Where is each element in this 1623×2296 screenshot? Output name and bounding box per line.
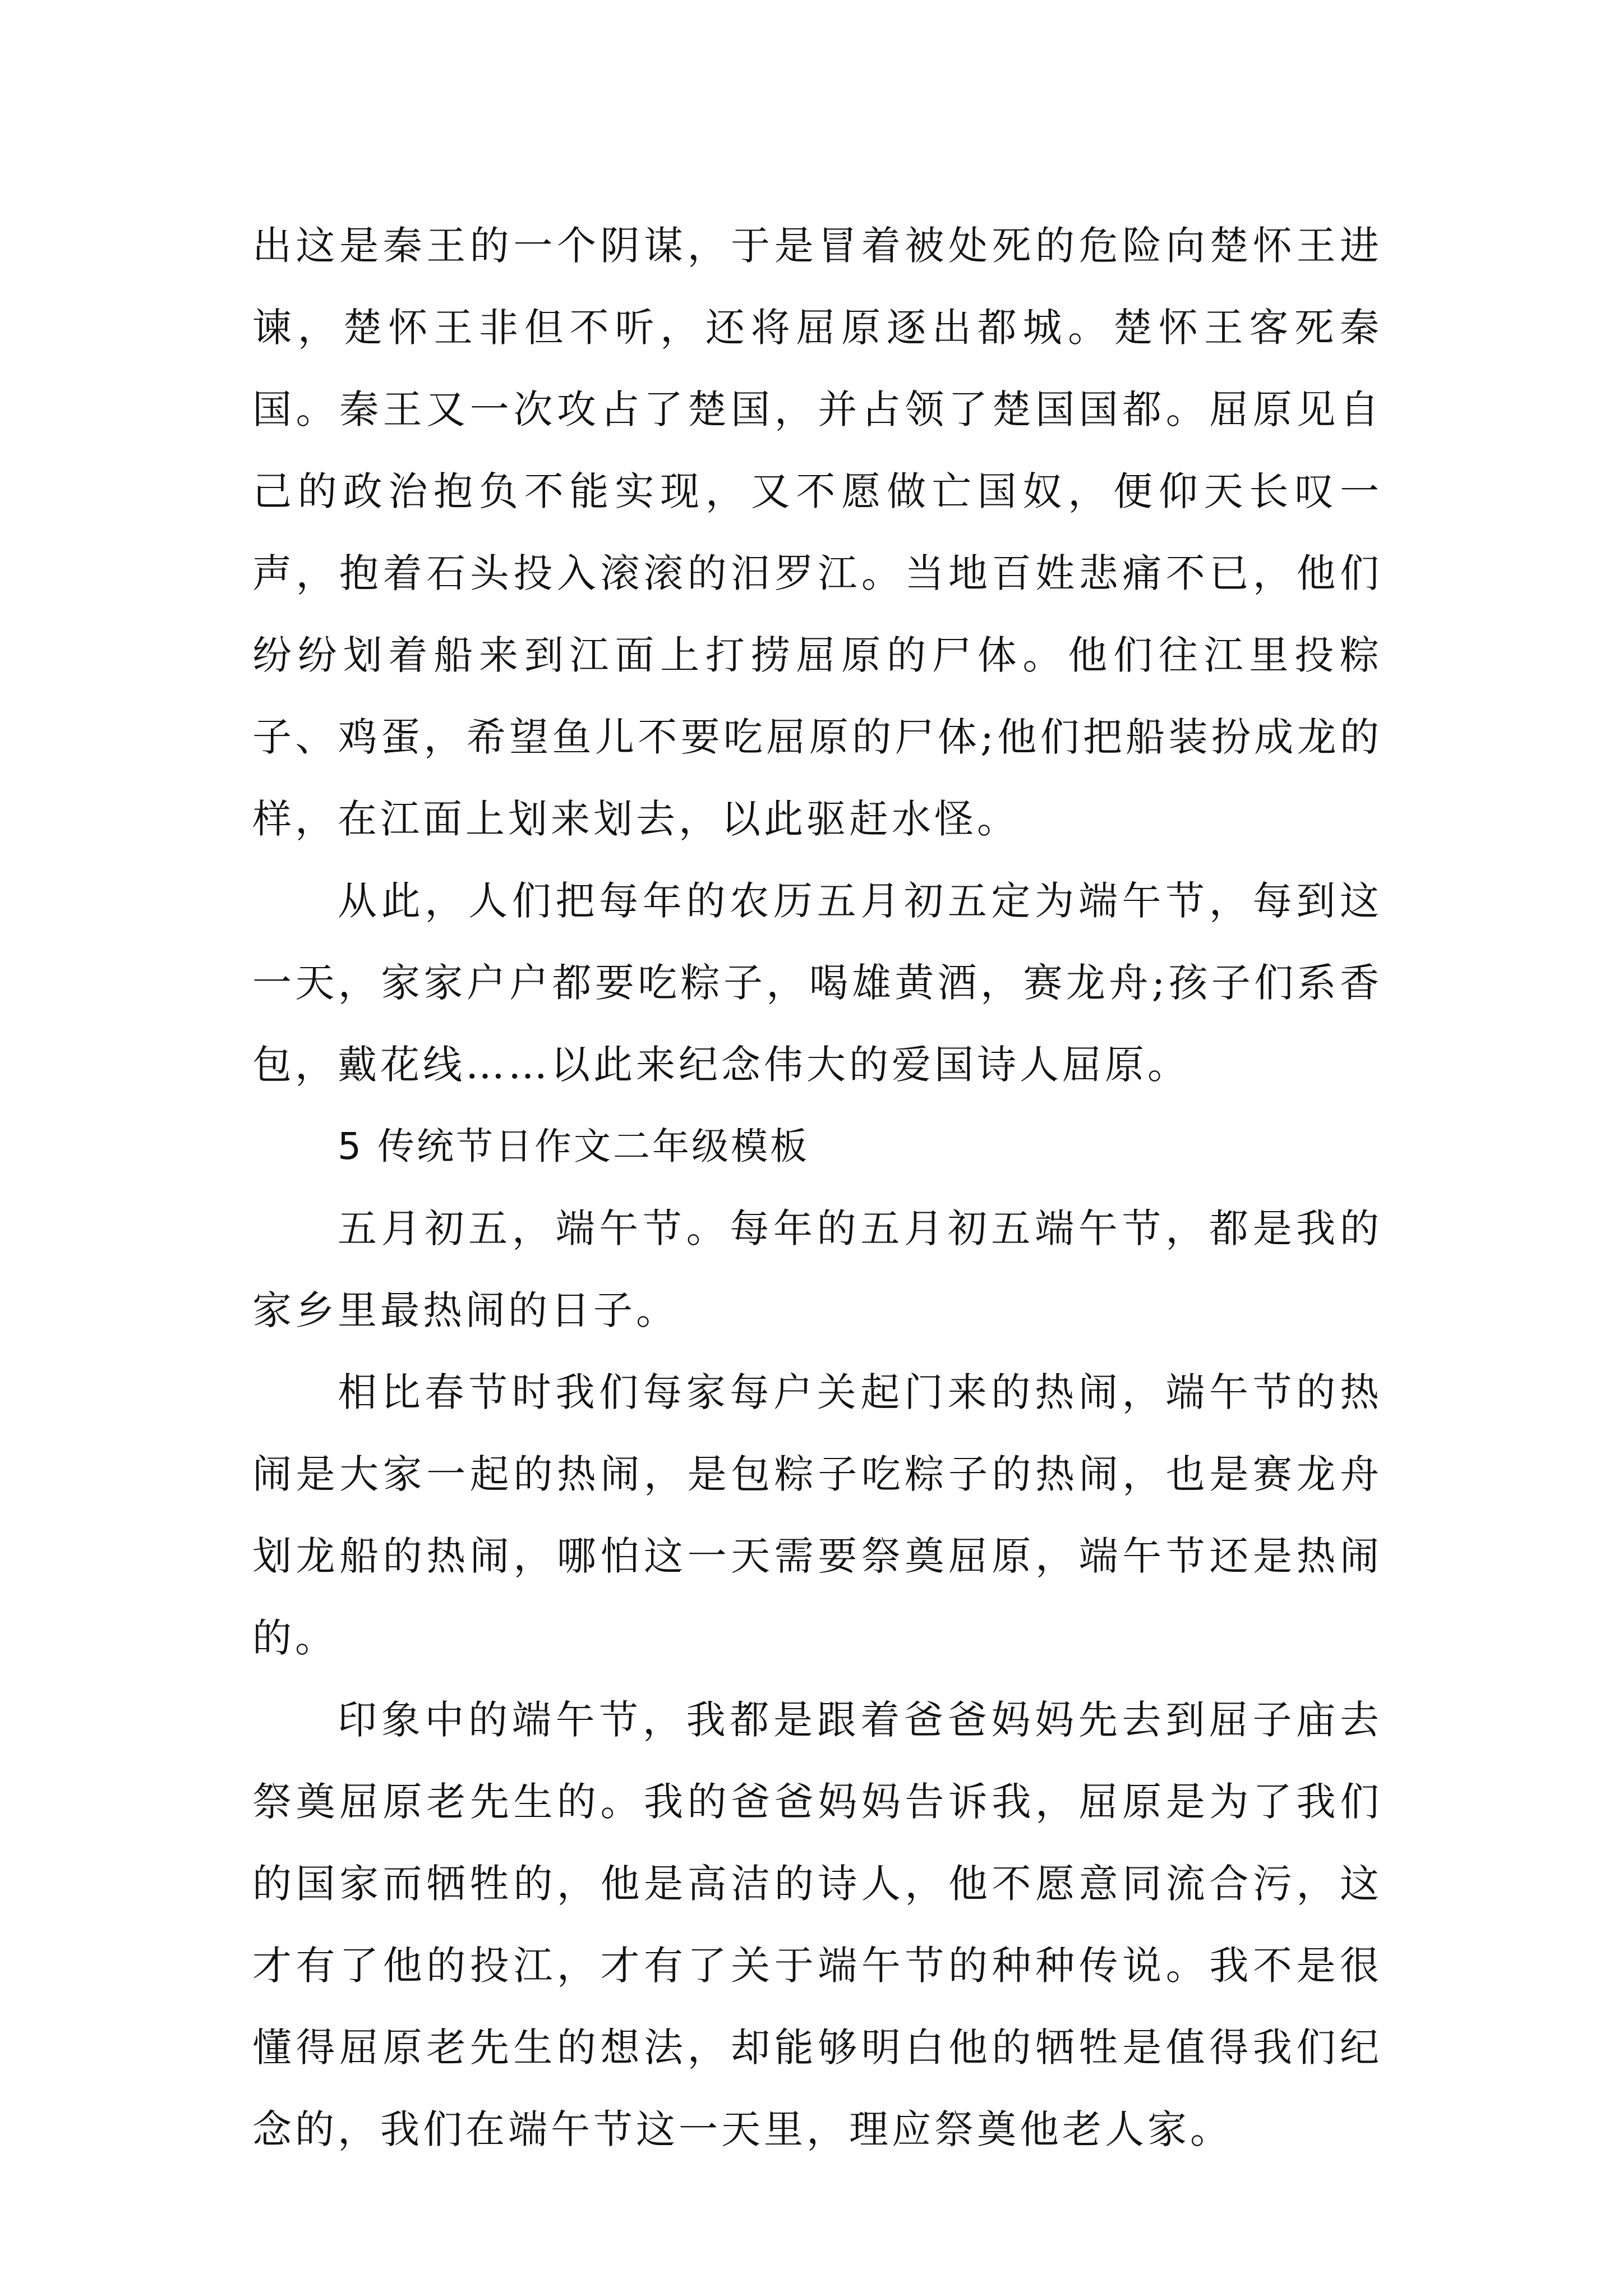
paragraph-may-fifth: 五月初五，端午节。每年的五月初五端午节，都是我的家乡里最热闹的日子。 bbox=[252, 1205, 1382, 1333]
document-body bbox=[252, 205, 1382, 2170]
paragraph-continuation: 出这是秦王的一个阴谋，于是冒着被处死的危险向楚怀王进谏，楚怀王非但不听，还将屈原逐出都城。楚怀王客死秦国。秦王又一次攻占了楚国，并占领了楚国国都。屈原见自己的政治抱负不能实现，又不愿做亡国奴，便仰天长叹一声，抱着石头投入滚滚的汨罗江。当地百姓悲痛不已，他们纷纷划着船来到江面上打捞屈原的尸体。他们往江里投粽子、鸡蛋，希望鱼儿不要吃屈原的尸体;他们把船装扮成龙的样，在江面上划来划去，以此驱赶水怪。 bbox=[252, 223, 1382, 842]
paragraph-memory-of-festival: 印象中的端午节，我都是跟着爸爸妈妈先去到屈子庙去祭奠屈原老先生的。我的爸爸妈妈告诉我，屈原是为了我们的国家而牺牲的，他是高洁的诗人，他不愿意同流合污，这才有了他的投江，才有了关于端午节的种种传说。我不是很懂得屈原老先生的想法，却能够明白他的牺牲是值得我们纪念的，我们在端午节这一天里，理应祭奠他老人家。 bbox=[252, 1697, 1382, 2152]
paragraph-festival-liveliness: 相比春节时我们每家每户关起门来的热闹，端午节的热闹是大家一起的热闹，是包粽子吃粽子的热闹，也是赛龙舟划龙船的热闹，哪怕这一天需要祭奠屈原，端午节还是热闹的。 bbox=[252, 1369, 1382, 1661]
section-heading: 5 传统节日作文二年级模板 bbox=[338, 1125, 809, 1168]
paragraph-dragon-boat-customs: 从此，人们把每年的农历五月初五定为端午节，每到这一天，家家户户都要吃粽子，喝雄黄酒，赛龙舟;孩子们系香包，戴花线……以此来纪念伟大的爱国诗人屈原。 bbox=[252, 878, 1382, 1088]
